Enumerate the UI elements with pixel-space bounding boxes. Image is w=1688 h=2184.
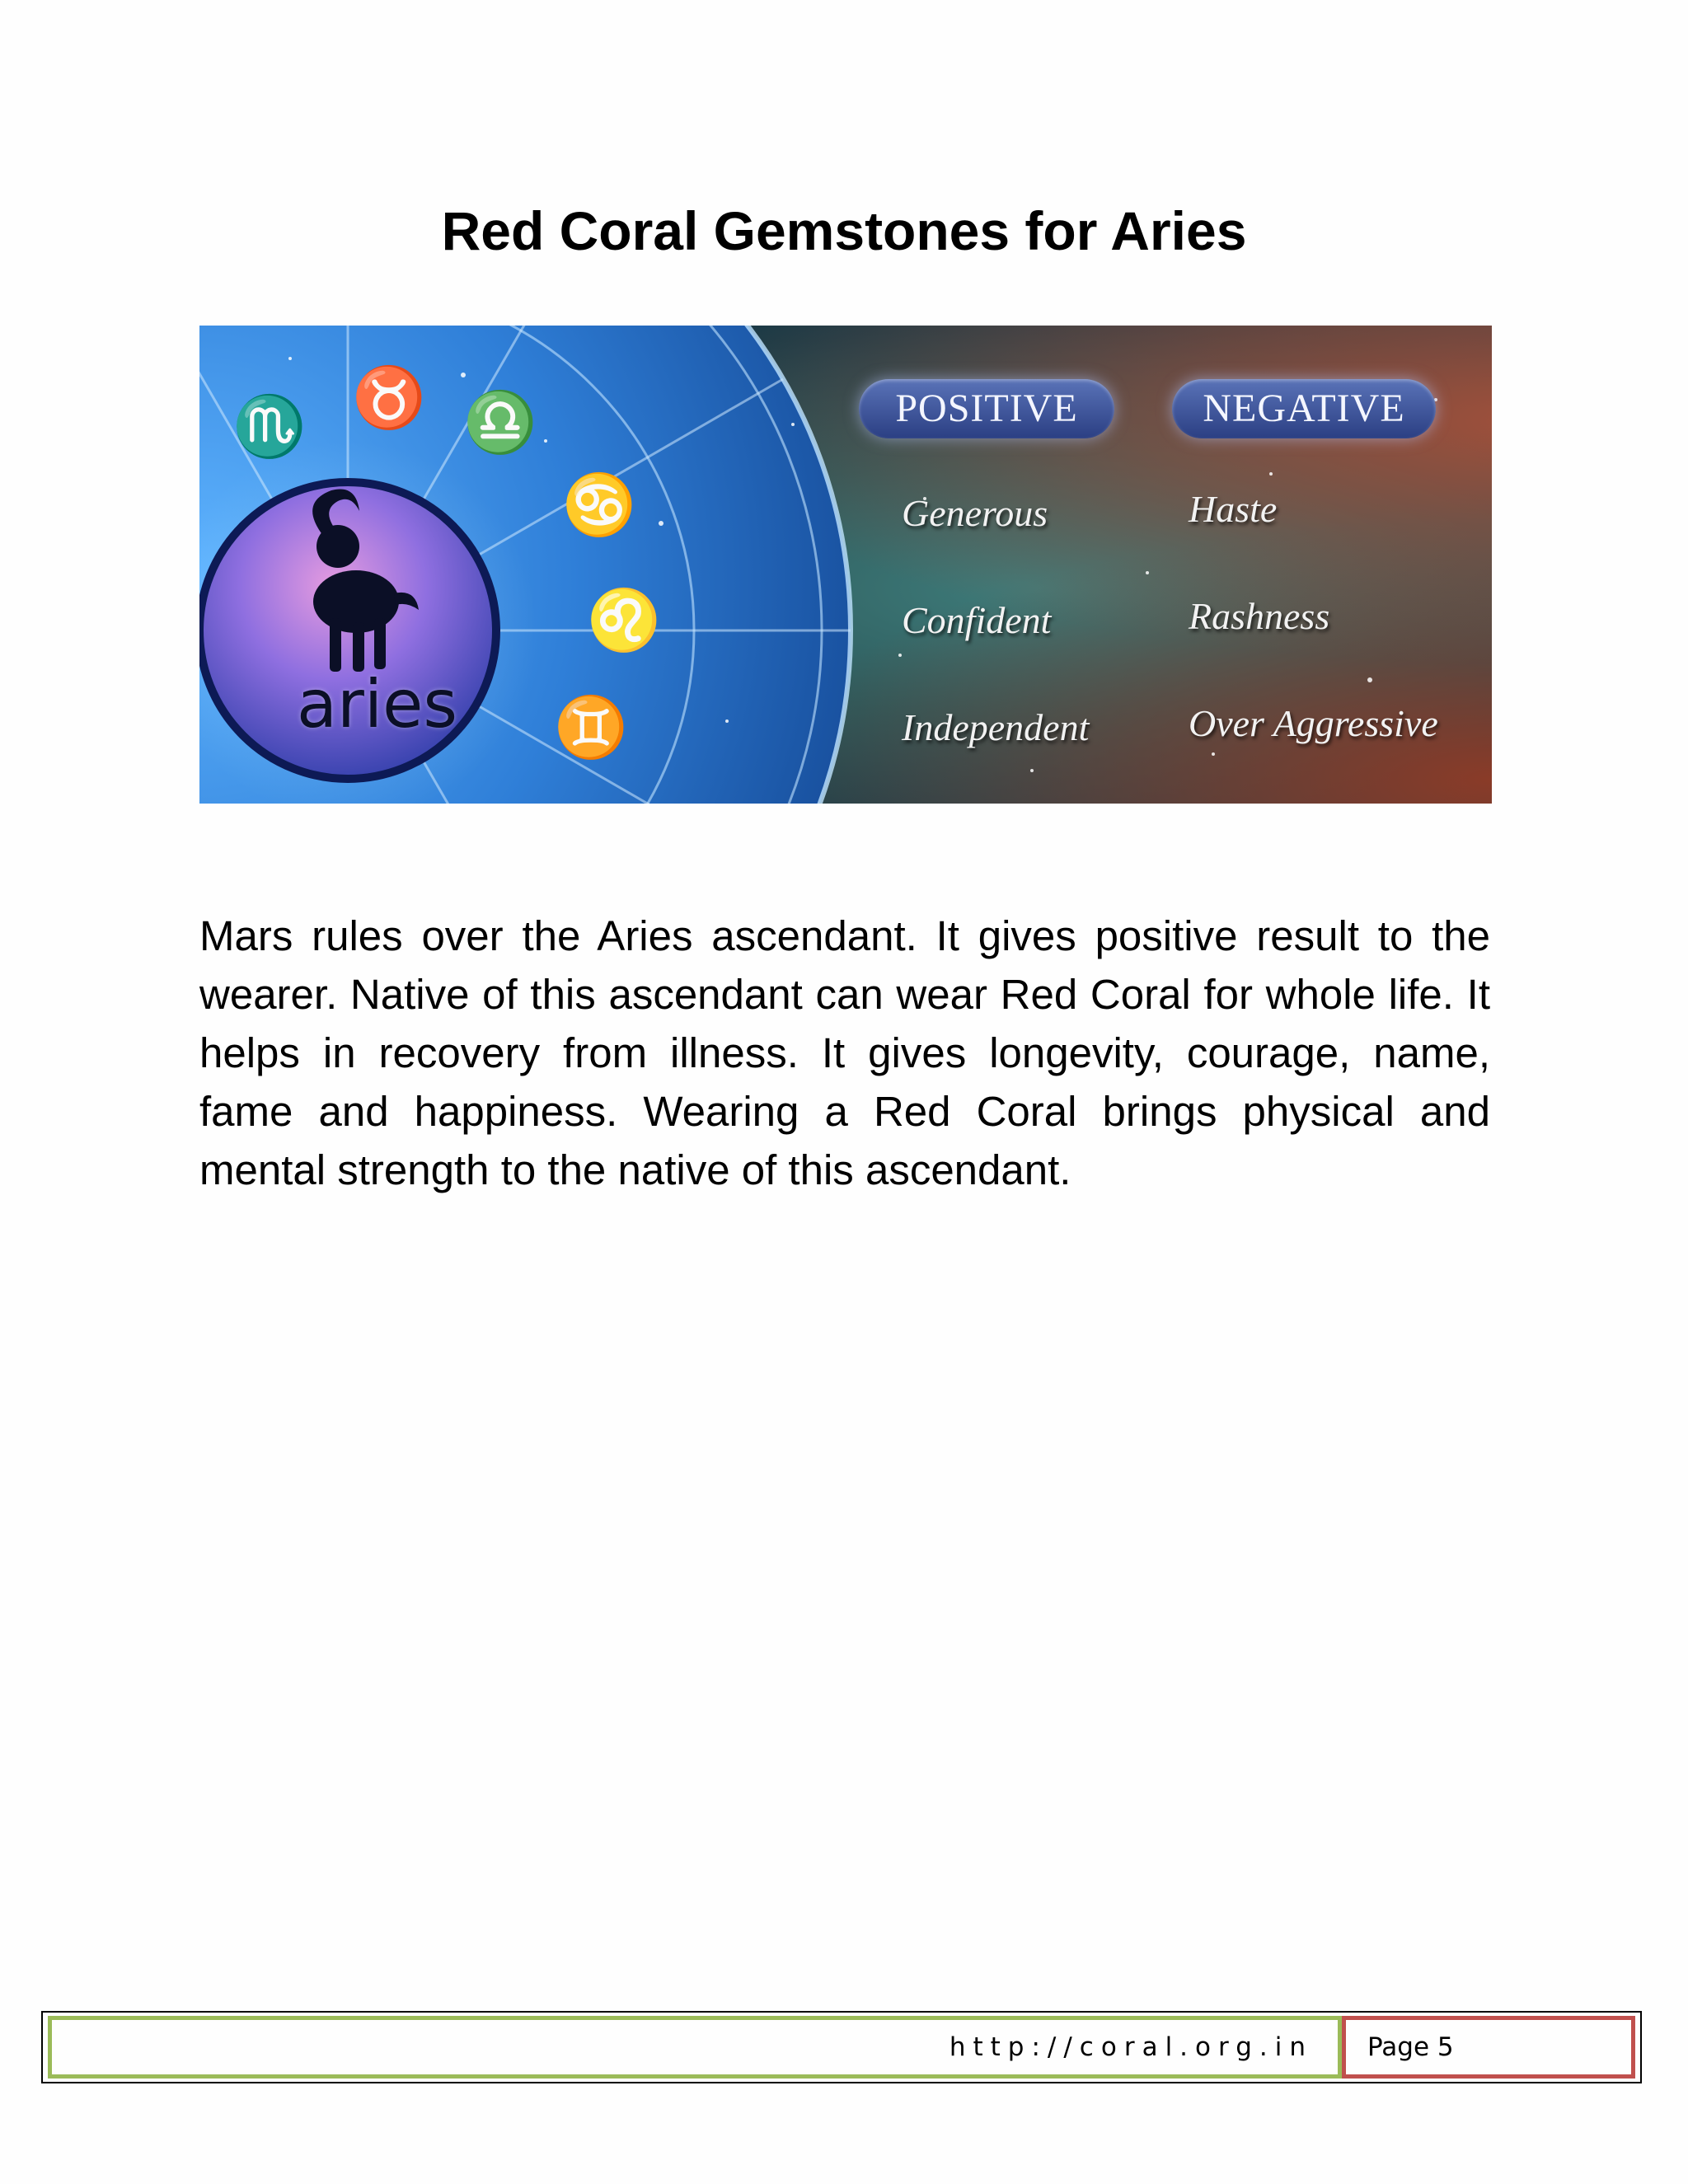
aries-sign-label: aries xyxy=(297,666,458,743)
zodiac-glyph: ♏ xyxy=(232,394,307,460)
footer-page-box xyxy=(1342,2016,1635,2079)
positive-trait: Generous xyxy=(902,492,1048,534)
page-number: Page 5 xyxy=(1367,2032,1454,2062)
positive-heading: POSITIVE xyxy=(859,379,1114,438)
footer-url-link[interactable]: http://coral.org.in xyxy=(949,2032,1313,2062)
negative-trait: Over Aggressive xyxy=(1189,702,1438,744)
footer-url-box xyxy=(48,2016,1342,2079)
body-paragraph: Mars rules over the Aries ascendant. It gives positive result to the wearer. Native of this ascendant can wear Red Coral for whole life. It helps in recovery from illness. It gives longevity, courage, name, fame and happiness. Wearing a Red Coral brings physical and mental strength to the native of this ascendant. xyxy=(199,912,1490,1193)
zodiac-glyph: ♊ xyxy=(554,695,628,761)
zodiac-glyph: ♎ xyxy=(463,390,537,456)
positive-trait: Independent xyxy=(902,706,1090,748)
zodiac-glyph: ♉ xyxy=(352,365,426,431)
positive-trait: Confident xyxy=(902,599,1052,641)
zodiac-glyph: ♌ xyxy=(587,588,661,654)
negative-heading: NEGATIVE xyxy=(1172,379,1436,438)
negative-trait: Haste xyxy=(1189,488,1278,530)
page-title: Red Coral Gemstones for Aries xyxy=(441,200,1247,261)
negative-trait: Rashness xyxy=(1189,595,1330,637)
aries-banner-image xyxy=(199,326,1492,804)
zodiac-glyph: ♋ xyxy=(562,472,636,538)
